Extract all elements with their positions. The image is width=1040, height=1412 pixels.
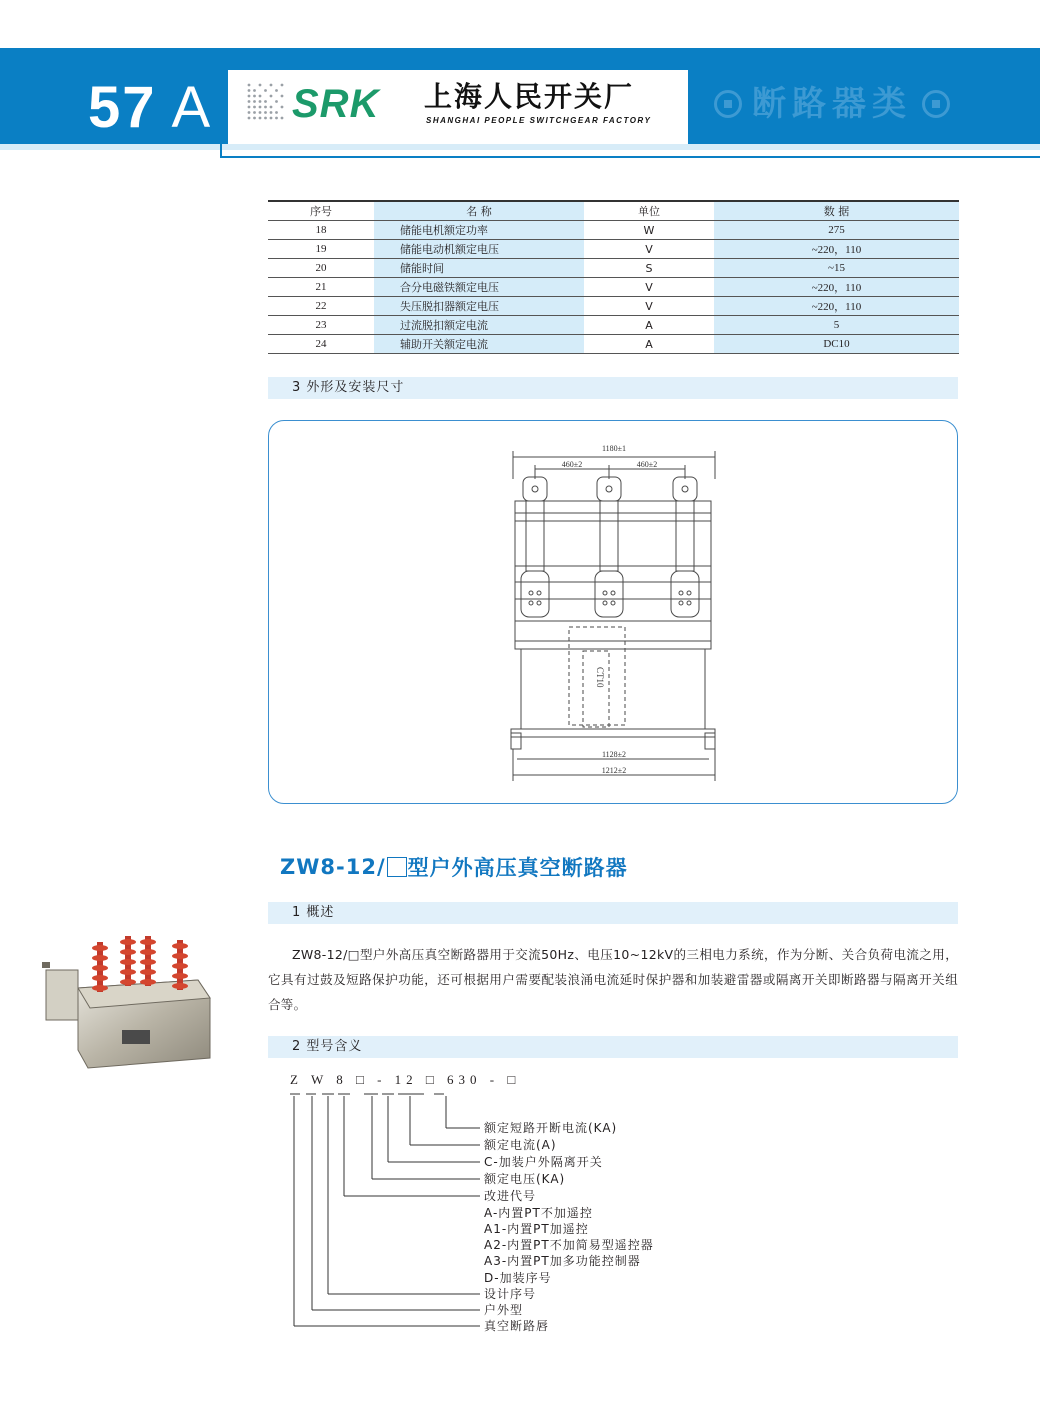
dim-right-label: 460±2 [636,460,658,469]
table-cell: 275 [714,221,959,240]
spec-table [268,200,959,354]
ct-label: CT10 [595,667,605,688]
table-cell: 24 [268,335,374,354]
company-name-cn: 上海人民开关厂 [424,80,635,113]
table-cell: ~220，110 [714,240,959,259]
bullet-circle-icon [922,90,950,118]
table-cell: 储能电机额定功率 [374,221,584,240]
legend-item: 额定电压(KA) [484,1172,566,1186]
table-header-cell: 数 据 [714,201,959,221]
page-header [0,48,1040,158]
table-cell: 18 [268,221,374,240]
section-heading-dimensions: 3 外形及安装尺寸 [268,377,958,399]
header-stripe [0,144,1040,150]
table-cell: 辅助开关额定电流 [374,335,584,354]
overview-paragraph: ZW8-12/□型户外高压真空断路器用于交流50Hz、电压10~12kV的三相电力系统，作为分断、关合负荷电流之用，它具有过鼓及短路保护功能，还可根据用户需要配装浪涌电流延时保护器和加装避雷器或隔离开关即断路器与隔离开关组合等。 [268,947,958,1012]
legend-item: A2-内置PT不加简易型遥控器 [484,1238,654,1252]
table-cell: 19 [268,240,374,259]
header-rule [220,156,1040,158]
table-cell: ~220，110 [714,278,959,297]
legend-item: 户外型 [484,1303,524,1317]
table-cell: 23 [268,316,374,335]
section-heading-overview: 1 概述 [268,902,958,924]
table-row [268,259,959,278]
table-cell: 21 [268,278,374,297]
legend-item: A1-内置PT加遥控 [484,1222,589,1236]
table-cell: V [584,297,714,316]
dim-left-label: 460±2 [561,460,583,469]
table-row [268,221,959,240]
table-cell: 合分电磁铁额定电压 [374,278,584,297]
table-cell: S [584,259,714,278]
breaker-outline-drawing [269,421,959,805]
table-row [268,316,959,335]
legend-item: D-加装序号 [484,1271,552,1285]
table-cell: V [584,278,714,297]
table-cell: DC10 [714,335,959,354]
table-cell: V [584,240,714,259]
legend-item: A3-内置PT加多功能控制器 [484,1254,641,1268]
legend-item: 额定电流(A) [484,1138,557,1152]
table-cell: 储能时间 [374,259,584,278]
table-cell: ~220，110 [714,297,959,316]
company-name-en: SHANGHAI PEOPLE SWITCHGEAR FACTORY [426,116,652,125]
table-cell: 22 [268,297,374,316]
table-header-row [268,201,959,221]
table-cell: 储能电动机额定电压 [374,240,584,259]
dim-inner-label: 1128±2 [601,750,627,759]
legend-item: 设计序号 [484,1287,537,1301]
section-heading-model: 2 型号含义 [268,1036,958,1058]
category-label: 断路器类 [714,84,950,124]
table-cell: 5 [714,316,959,335]
table-cell: A [584,316,714,335]
legend-item: C-加装户外隔离开关 [484,1155,603,1169]
legend-item: 额定短路开断电流(KA) [484,1121,618,1135]
table-cell: 过流脱扣额定电流 [374,316,584,335]
breaker-product-photo [38,918,216,1070]
table-cell: 20 [268,259,374,278]
legend-item: 真空断路唇 [484,1319,550,1333]
legend-item: 改进代号 [484,1189,537,1203]
table-cell: W [584,221,714,240]
table-header-cell: 名 称 [374,201,584,221]
table-cell: 失压脱扣器额定电压 [374,297,584,316]
dim-top-label: 1180±1 [601,444,627,453]
product-title: ZW8-12/ 型户外高压真空断路器 [280,855,628,880]
table-header-cell: 单位 [584,201,714,221]
dim-outer-label: 1212±2 [601,766,627,775]
placeholder-box-icon [387,857,407,877]
dimension-drawing [268,420,958,804]
table-row [268,297,959,316]
table-cell: ~15 [714,259,959,278]
table-cell: A [584,335,714,354]
model-code: Z W 8 □ - 12 □ 630 - □ [290,1072,521,1087]
page-number: 57 A [88,75,213,140]
bullet-circle-icon [714,90,742,118]
company-logo: SRK [292,82,380,126]
table-header-cell: 序号 [268,201,374,221]
header-divider [220,70,222,158]
logo-dots-icon [246,82,286,122]
legend-item: A-内置PT不加遥控 [484,1206,593,1220]
table-row [268,278,959,297]
table-row [268,240,959,259]
table-row [268,335,959,354]
